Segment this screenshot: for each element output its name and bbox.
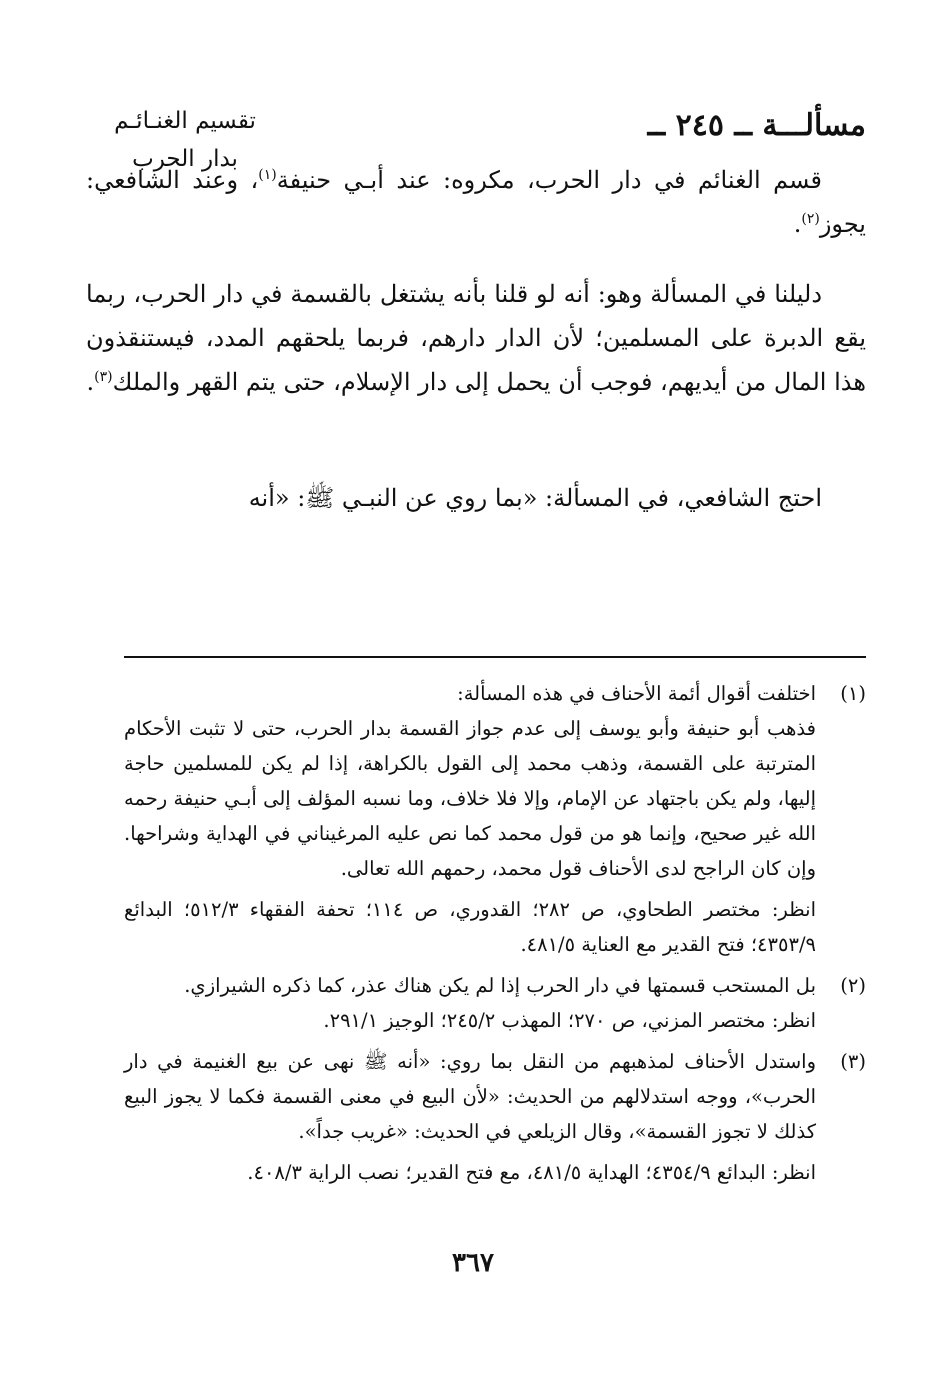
footnote-2	[124, 968, 866, 1038]
footnotes	[124, 676, 866, 1196]
paragraph-evidence	[86, 272, 866, 404]
footnote-divider	[124, 656, 866, 658]
footnote-marker-1[interactable]: (١)	[258, 167, 277, 183]
margin-note-line-1: تقسيم الغنـائـم	[114, 108, 256, 134]
paragraph-ruling	[86, 158, 866, 246]
footnote-line: واستدل الأحناف لمذهبهم من النقل بما روي: «أنه ﷺ نهى عن بيع الغنيمة في دار الحرب»، ووجه استدلالهم من الحديث: «لأن البيع في معنى القسمة فكما لا يجوز البيع كذلك لا تجوز القسمة»، وقال الزيلعي في الحديث: «غريب جداً».	[124, 1050, 816, 1143]
p1-text-c: .	[793, 210, 802, 238]
footnote-marker-3[interactable]: (٣)	[94, 369, 113, 385]
footnote-1	[124, 676, 866, 962]
footnote-3	[124, 1044, 866, 1190]
footnote-reference: انظر: البدائع ٤٣٥٤/٩؛ الهداية ٤٨١/٥، مع فتح القدير؛ نصب الراية ٤٠٨/٣.	[247, 1161, 816, 1184]
paragraph-shafii-argument	[86, 476, 866, 520]
footnote-line: اختلفت أقوال أئمة الأحناف في هذه المسألة:	[457, 682, 816, 705]
page-number: ٣٦٧	[452, 1248, 494, 1278]
p2-text-a: دليلنا في المسألة وهو: أنه لو قلنا بأنه يشتغل بالقسمة في دار الحرب، ربما يقع الدبرة على المسلمين؛ لأن الدار دارهم، فربما يلحقهم المدد، فيستنقذون هذا المال من أيديهم، فوجب أن يحمل إلى دار الإسلام، حتى يتم القهر والملك	[86, 280, 866, 396]
footnote-line: فذهب أبو حنيفة وأبو يوسف إلى عدم جواز القسمة بدار الحرب، حتى لا تثبت الأحكام المترتبة على القسمة، وذهب محمد إلى القول بالكراهة، إذا لم يكن للمسلمين حاجة إليها، ولم يكن باجتهاد عن الإمام، وإلا فلا خلاف، وما نسبه المؤلف إلى أبـي حنيفة رحمه الله غير صحيح، وإنما هو من قول محمد كما نص عليه المرغيناني في الهداية وشراحها. وإن كان الراجح لدى الأحناف قول محمد، رحمهم الله تعالى.	[124, 717, 816, 880]
p1-text-a: قسم الغنائم في دار الحرب، مكروه: عند أبـي حنيفة	[276, 166, 822, 194]
footnote-number: (٣)	[840, 1050, 866, 1073]
p3-text: احتج الشافعي، في المسألة: «بما روي عن النبـي ﷺ: «أنه	[248, 484, 822, 512]
footnote-number: (٢)	[840, 974, 866, 997]
footnote-line: بل المستحب قسمتها في دار الحرب إذا لم يكن هناك عذر، كما ذكره الشيرازي.	[184, 974, 816, 997]
footnote-reference: انظر: مختصر الطحاوي، ص ٢٨٢؛ القدوري، ص ١١٤؛ تحفة الفقهاء ٥١٢/٣؛ البدائع ٤٣٥٣/٩؛ فتح القدير مع العناية ٤٨١/٥.	[124, 898, 816, 956]
footnote-number: (١)	[840, 682, 866, 705]
masala-title: مسألـــة ــ ٢٤٥ ــ	[647, 108, 866, 143]
footnote-marker-2[interactable]: (٢)	[801, 211, 820, 227]
p2-text-b: .	[86, 368, 95, 396]
footnote-reference: انظر: مختصر المزني، ص ٢٧٠؛ المهذب ٢٤٥/٢؛ الوجيز ٢٩١/١.	[323, 1009, 816, 1032]
margin-note-line-2: بدار الحرب	[132, 146, 238, 172]
p1-text-b: ، وعند الشافعي: يجوز	[86, 166, 866, 238]
